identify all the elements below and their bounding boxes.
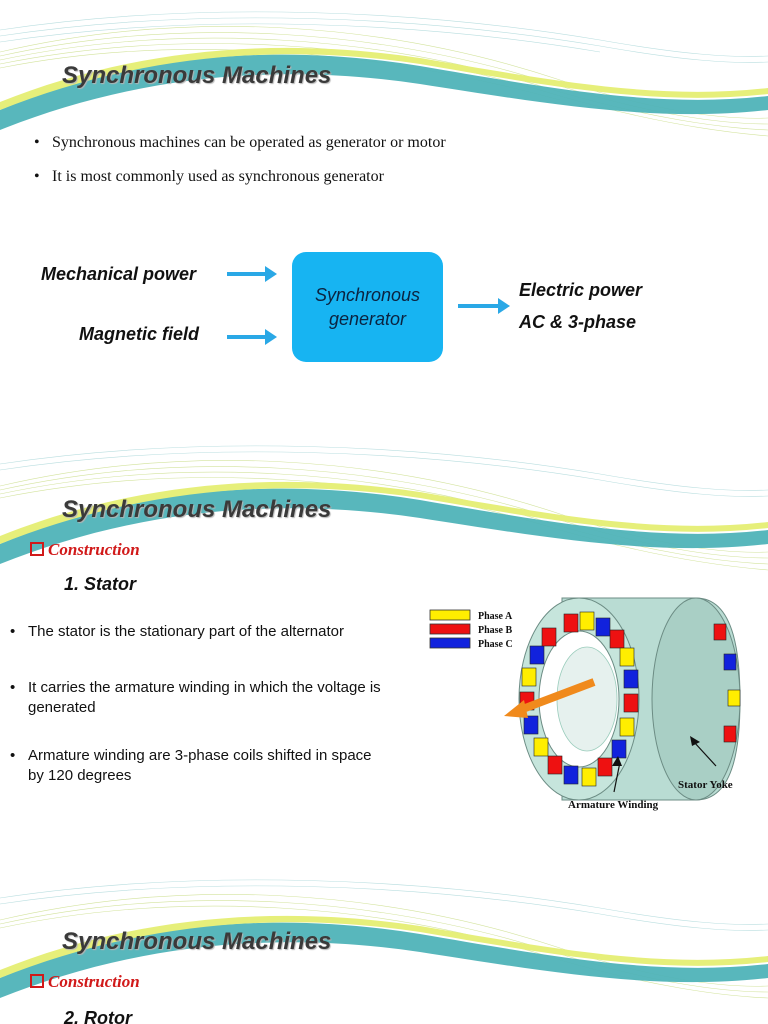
bullet-item: • It is most commonly used as synchronous generator	[30, 168, 446, 202]
section-title: 1. Stator	[64, 574, 137, 594]
bullet-list	[6, 622, 386, 786]
checkbox-bullet-icon	[30, 542, 44, 556]
legend-label-a: Phase A	[478, 611, 513, 622]
bullet-list	[30, 134, 446, 202]
input-label-magnetic: Magnetic field	[79, 324, 200, 344]
input-label-mechanical: Mechanical power	[41, 264, 197, 284]
bullet-item: • Armature winding are 3-phase coils shifted in space by 120 degrees	[6, 746, 386, 786]
output-label-power: Electric power	[519, 280, 643, 300]
stator-figure	[424, 594, 754, 824]
bullet-item: • Synchronous machines can be operated as generator or motor	[30, 134, 446, 168]
bullet-item: • It carries the armature winding in which the voltage is generated	[6, 678, 386, 718]
slide-title: Synchronous Machines	[62, 928, 332, 955]
legend-swatch-c	[430, 638, 470, 648]
output-label-ac: AC & 3-phase	[519, 312, 637, 332]
slide-title: Synchronous Machines	[62, 62, 332, 89]
slide-1	[0, 0, 768, 434]
construction-heading	[30, 540, 140, 560]
checkbox-bullet-icon	[30, 974, 44, 988]
generator-label-line2: generator	[328, 309, 407, 329]
legend-swatch-a	[430, 610, 470, 620]
label-stator-yoke: Stator Yoke	[678, 779, 733, 791]
bullet-item: • The stator is the stationary part of the alternator	[6, 622, 386, 642]
section-title: 2. Rotor	[64, 1008, 133, 1024]
construction-label: Construction	[48, 540, 140, 559]
generator-label-line1: Synchronous	[314, 285, 421, 305]
arrow-icon	[458, 304, 500, 308]
arrow-icon	[227, 272, 267, 276]
legend-label-b: Phase B	[478, 625, 513, 636]
label-armature-winding: Armature Winding	[568, 799, 659, 811]
legend-swatch-b	[430, 624, 470, 634]
construction-heading	[30, 972, 140, 992]
construction-label: Construction	[48, 972, 140, 991]
generator-box	[292, 252, 443, 362]
slide-2	[0, 434, 768, 868]
slide-title: Synchronous Machines	[62, 496, 332, 523]
legend-label-c: Phase C	[478, 639, 513, 650]
slide-3	[0, 868, 768, 1024]
arrow-icon	[227, 335, 267, 339]
